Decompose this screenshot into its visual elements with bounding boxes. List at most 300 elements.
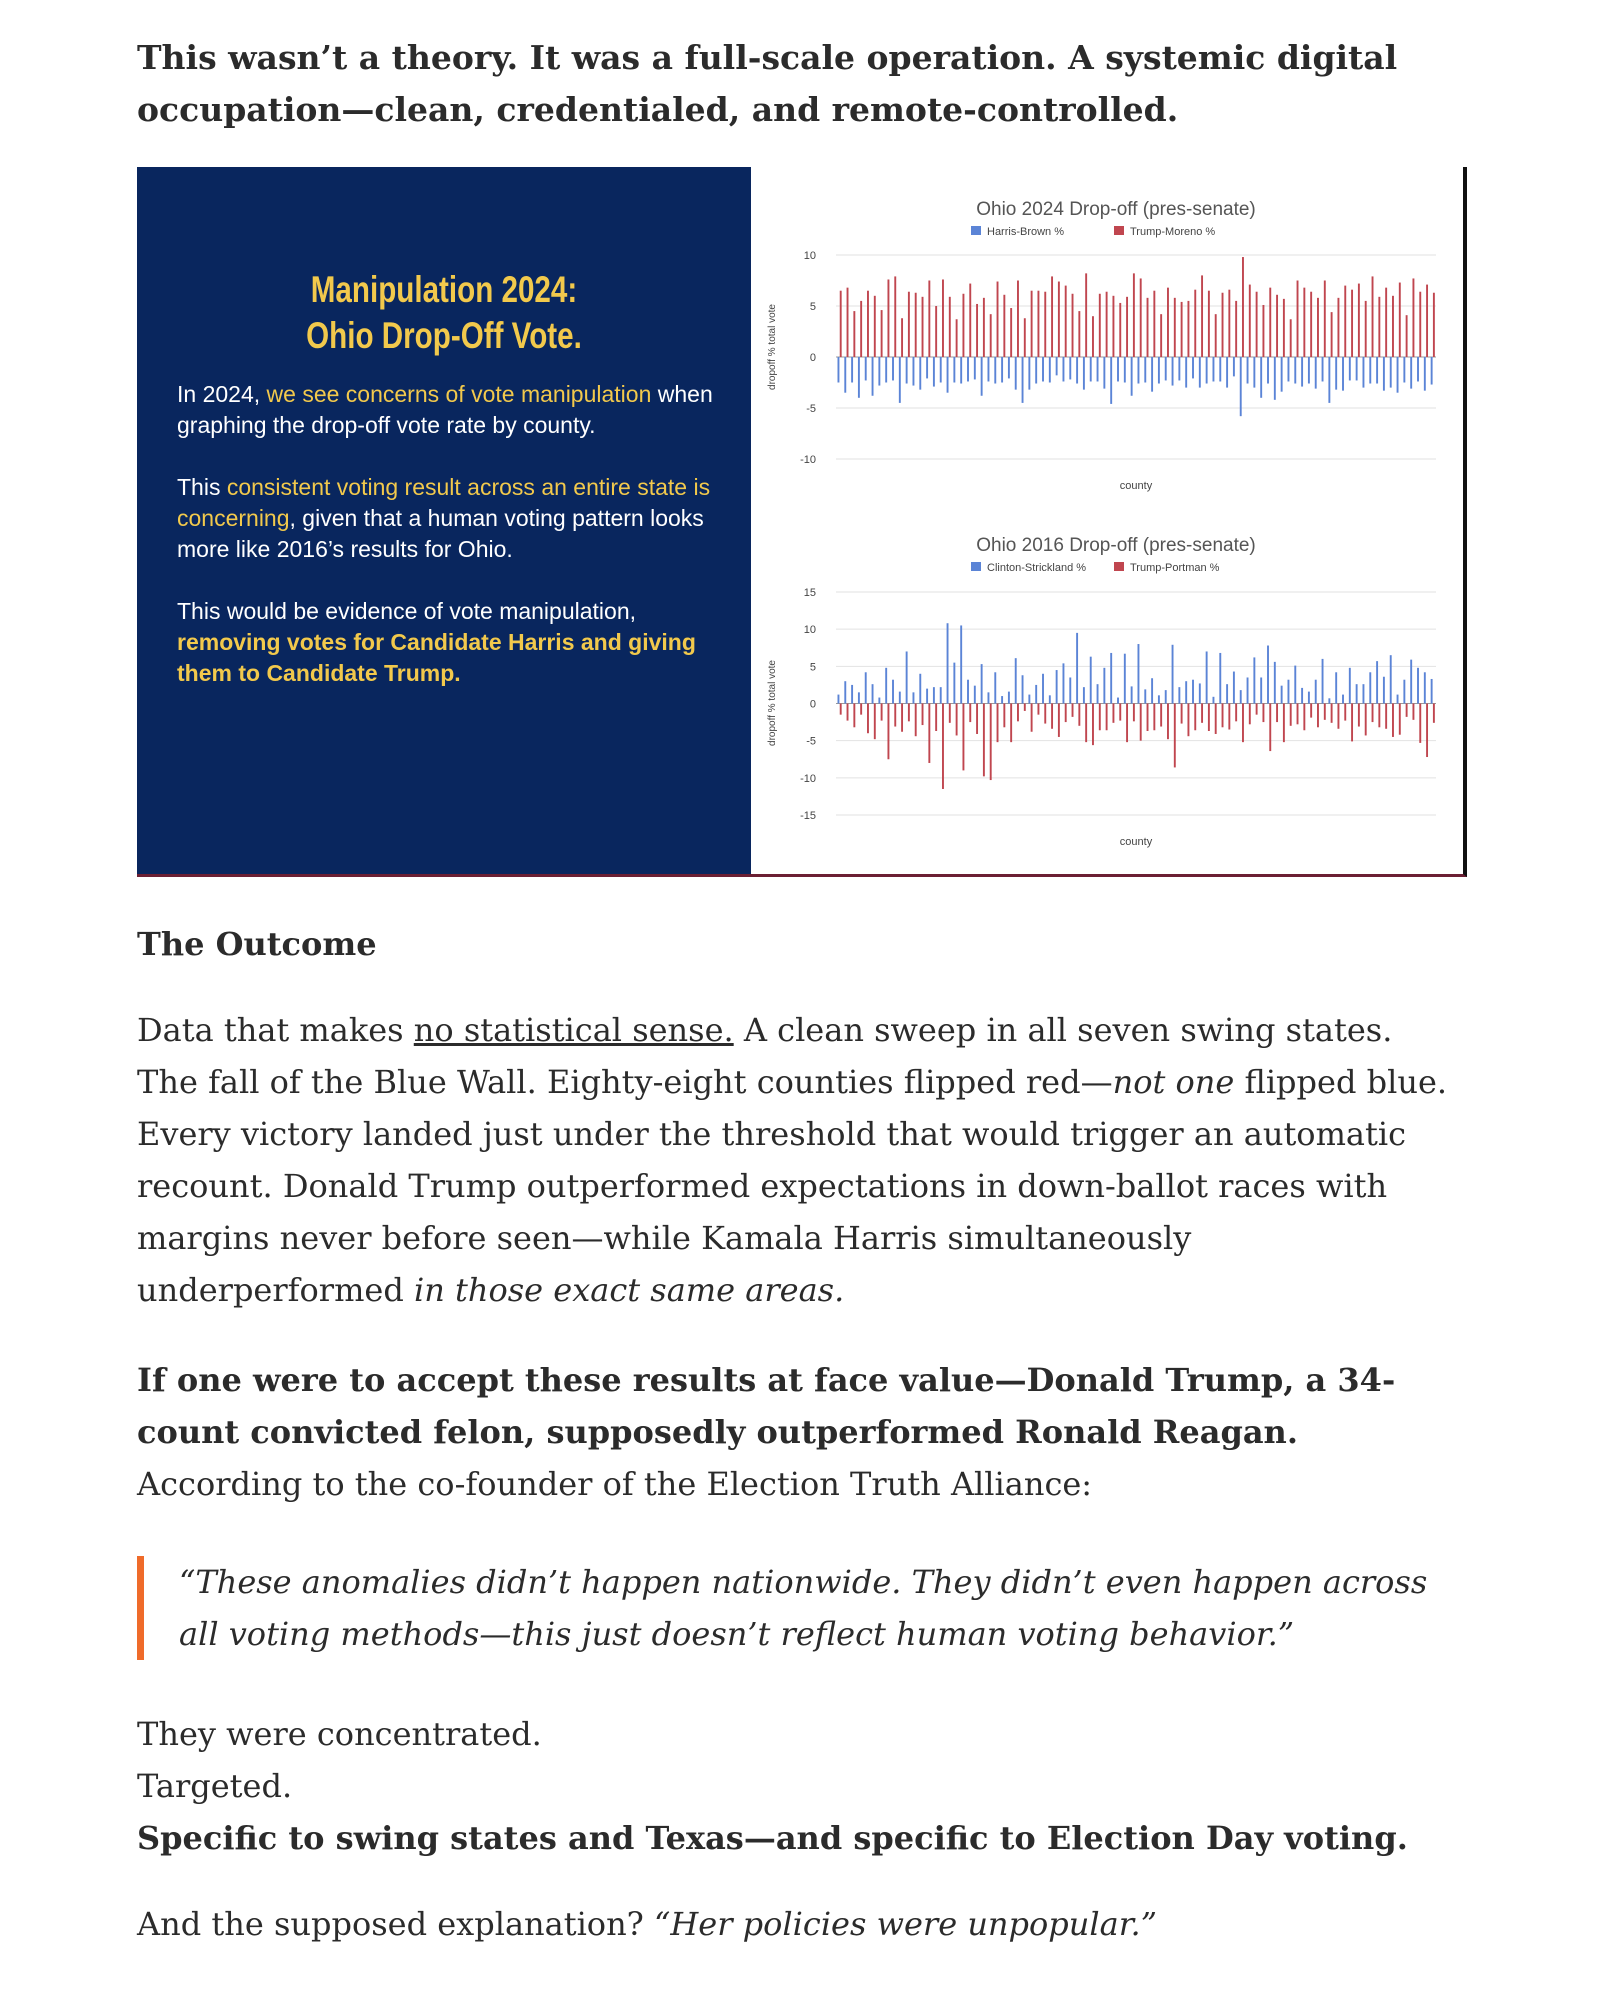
bar: [1385, 704, 1387, 729]
bar: [1042, 357, 1044, 381]
line-targeted: Targeted.: [137, 1767, 293, 1805]
bar: [1233, 357, 1235, 376]
bar: [1201, 704, 1203, 723]
bar: [1317, 298, 1319, 357]
bar: [1160, 314, 1162, 357]
bar: [1269, 704, 1271, 752]
bar: [974, 686, 976, 704]
bar: [1412, 704, 1414, 720]
line-swing-states: Specific to swing states and Texas—and specific to Election Day voting.: [137, 1819, 1408, 1857]
bar: [1281, 357, 1283, 392]
bar: [1103, 357, 1105, 389]
bar: [1024, 318, 1026, 357]
slide-text-panel: [137, 167, 751, 874]
bar: [1390, 357, 1392, 388]
bar: [1035, 685, 1037, 704]
bar: [1119, 303, 1121, 357]
bar: [1385, 288, 1387, 357]
bar: [894, 276, 896, 357]
slide-paragraph-2: [177, 472, 737, 565]
slide-p1-c: when graphing the drop-off vote rate by county.: [177, 381, 713, 438]
bar: [956, 704, 958, 736]
bar: [1344, 286, 1346, 357]
bar: [1322, 357, 1324, 381]
bar: [935, 306, 937, 357]
bar: [847, 704, 849, 721]
bar: [1147, 704, 1149, 732]
bar: [865, 672, 867, 703]
outcome-text-2: A clean sweep in all seven swing states.: [733, 1011, 1393, 1049]
y-tick-label: -15: [800, 810, 816, 822]
bar: [1160, 704, 1162, 727]
final-paragraph: [137, 1898, 1157, 1950]
bar: [1297, 281, 1299, 358]
legend-label: Harris-Brown %: [987, 226, 1065, 238]
bar: [1022, 675, 1024, 703]
bar: [851, 357, 853, 383]
bar: [1294, 666, 1296, 704]
bar: [983, 298, 985, 357]
bar: [1249, 704, 1251, 725]
bar: [994, 357, 996, 384]
bar: [1342, 695, 1344, 704]
slide-p3-highlight: removing votes for Candidate Harris and giving them to Candidate Trump.: [177, 629, 696, 686]
y-tick-label: 5: [809, 301, 816, 313]
bar: [956, 319, 958, 357]
bar: [899, 357, 901, 403]
bar: [1028, 357, 1030, 390]
bar: [1117, 357, 1119, 381]
bar: [1363, 357, 1365, 388]
slide-title-line2: Ohio Drop-Off Vote.: [306, 315, 582, 356]
bar: [1072, 294, 1074, 357]
bar: [1397, 357, 1399, 393]
bar: [1303, 704, 1305, 731]
bar: [1294, 357, 1296, 384]
bar: [1131, 686, 1133, 703]
bar: [1365, 704, 1367, 736]
bar: [1235, 704, 1237, 722]
bar: [1242, 257, 1244, 357]
slide-paragraph-3: [177, 596, 737, 689]
bar: [1335, 672, 1337, 703]
x-axis-label: county: [1119, 836, 1153, 848]
bar: [1124, 357, 1126, 383]
slide-p2-c: , given that a human voting pattern looks more like 2016’s results for Ohio.: [177, 505, 704, 562]
bar: [1097, 684, 1099, 703]
bar: [1303, 288, 1305, 357]
bar: [1063, 357, 1065, 381]
bar: [1126, 704, 1128, 743]
bar: [1276, 704, 1278, 723]
bar: [1315, 357, 1317, 389]
bar: [1378, 704, 1380, 728]
bar: [906, 651, 908, 703]
bar: [1208, 291, 1210, 357]
intro-paragraph: This wasn’t a theory. It was a full-scale operation. A systemic digital occupation—clean, credentialed, and remote-controlled.: [137, 38, 1398, 129]
no-statistical-sense-link[interactable]: no statistical sense.: [413, 1011, 734, 1049]
bar: [1158, 357, 1160, 384]
slide-p3-a: This would be evidence of vote manipulation,: [177, 598, 637, 624]
bar: [922, 704, 924, 726]
bar: [919, 357, 921, 390]
bar: [1365, 301, 1367, 357]
bar: [1138, 357, 1140, 384]
bar: [1276, 295, 1278, 357]
bar: [1065, 704, 1067, 723]
bar: [926, 357, 928, 378]
slide-title: [198, 267, 689, 359]
bar: [1242, 704, 1244, 743]
bar: [1369, 672, 1371, 703]
bar: [1274, 357, 1276, 400]
bar: [1392, 704, 1394, 737]
bar: [1424, 672, 1426, 703]
bar: [1049, 695, 1051, 703]
bar: [1226, 684, 1228, 703]
bar: [1337, 704, 1339, 729]
bar: [1349, 668, 1351, 704]
bar: [1283, 299, 1285, 357]
bar: [942, 279, 944, 357]
bar: [1106, 292, 1108, 357]
bar: [1260, 677, 1262, 703]
bar: [1433, 293, 1435, 357]
bar: [1267, 357, 1269, 384]
y-axis-label: dropoff % total vote: [767, 660, 778, 746]
bar: [1083, 687, 1085, 703]
bar: [1349, 357, 1351, 380]
bar: [1351, 704, 1353, 742]
bar: [1247, 677, 1249, 703]
bar: [1213, 697, 1215, 704]
bar: [1165, 690, 1167, 703]
bar: [974, 357, 976, 379]
bar: [1112, 704, 1114, 723]
bar: [1324, 704, 1326, 720]
bar: [1172, 645, 1174, 704]
bar: [1147, 298, 1149, 357]
bar: [1151, 678, 1153, 703]
bar: [1222, 293, 1224, 357]
bar: [892, 680, 894, 704]
bar: [1344, 704, 1346, 721]
slide-p1-highlight: we see concerns of vote manipulation: [266, 381, 652, 407]
bar: [894, 704, 896, 727]
bar: [853, 704, 855, 728]
chart-title: Ohio 2024 Drop-off (pres-senate): [976, 199, 1256, 220]
bar: [1003, 704, 1005, 728]
bar: [1110, 653, 1112, 704]
bar: [1042, 674, 1044, 704]
bar: [1390, 655, 1392, 703]
bar: [906, 357, 908, 384]
bar: [915, 704, 917, 737]
final-text: And the supposed explanation?: [137, 1905, 654, 1943]
bar: [1069, 357, 1071, 379]
bar: [1090, 657, 1092, 704]
bar: [1426, 285, 1428, 357]
reagan-bold-text: If one were to accept these results at face value—Donald Trump, a 34-count convicted felon, supposedly outperformed Ronald Reagan.: [137, 1361, 1396, 1451]
bar: [1085, 273, 1087, 357]
y-tick-label: 5: [809, 661, 816, 674]
reagan-rest-text: According to the co-founder of the Election Truth Alliance:: [137, 1465, 1093, 1503]
y-tick-label: -10: [800, 772, 816, 785]
bar: [960, 357, 962, 384]
bar: [908, 704, 910, 722]
bar: [1151, 357, 1153, 392]
bar: [1153, 704, 1155, 731]
bar: [1331, 312, 1333, 357]
charts-svg: [751, 167, 1463, 874]
bar: [1158, 695, 1160, 703]
bar: [1126, 297, 1128, 357]
bar: [1174, 704, 1176, 768]
outcome-paragraph: [137, 1004, 1467, 1316]
bar: [1249, 285, 1251, 357]
bar: [988, 357, 990, 381]
bar: [1015, 658, 1017, 703]
bar: [1315, 680, 1317, 704]
bar: [915, 293, 917, 357]
bar: [997, 282, 999, 357]
bar: [1090, 357, 1092, 381]
bar: [990, 704, 992, 781]
bar: [1308, 357, 1310, 384]
bar: [1262, 704, 1264, 723]
bar: [1412, 278, 1414, 357]
y-tick-label: 10: [803, 250, 816, 262]
bar: [1178, 687, 1180, 703]
y-tick-label: 15: [803, 587, 816, 599]
bar: [1085, 704, 1087, 743]
bar: [1056, 357, 1058, 375]
bar: [967, 357, 969, 381]
bar: [885, 357, 887, 383]
y-tick-label: 0: [809, 352, 816, 364]
bar: [1133, 273, 1135, 357]
bar: [881, 310, 883, 357]
bar: [935, 704, 937, 732]
bar: [901, 704, 903, 732]
bar: [1356, 357, 1358, 380]
bar: [1256, 292, 1258, 357]
bar: [1417, 357, 1419, 381]
bar: [1399, 283, 1401, 357]
bar: [1419, 704, 1421, 743]
bar: [1201, 275, 1203, 357]
y-axis-label: dropoff % total vote: [767, 304, 778, 390]
bar: [1017, 704, 1019, 722]
bar: [1185, 681, 1187, 703]
bar: [1281, 686, 1283, 704]
bar: [1324, 281, 1326, 358]
legend-swatch: [971, 226, 981, 235]
bar: [953, 663, 955, 704]
bar: [1372, 276, 1374, 357]
bar: [1358, 284, 1360, 357]
bar: [1297, 704, 1299, 725]
legend-label: Trump-Moreno %: [1130, 226, 1216, 238]
bar: [1058, 282, 1060, 357]
bar: [887, 279, 889, 357]
outcome-emphasis-same-areas: in those exact same areas.: [414, 1271, 845, 1309]
bar: [1144, 357, 1146, 383]
bar: [1431, 679, 1433, 704]
bar: [1433, 704, 1435, 723]
bar: [838, 695, 840, 704]
bar: [1037, 704, 1039, 715]
slide-body: [177, 379, 737, 720]
bar: [1369, 357, 1371, 384]
x-axis-label: county: [1119, 480, 1153, 492]
bar: [1215, 704, 1217, 734]
bar: [1044, 704, 1046, 724]
bar: [1031, 291, 1033, 357]
bar: [1226, 357, 1228, 388]
bar: [1376, 661, 1378, 703]
bar: [1192, 357, 1194, 378]
bar: [1247, 357, 1249, 384]
bar: [858, 357, 860, 398]
bar: [1024, 704, 1026, 711]
bar: [1131, 357, 1133, 396]
bar: [1410, 357, 1412, 389]
bar: [1192, 680, 1194, 704]
bar: [1240, 357, 1242, 416]
bar: [1219, 357, 1221, 381]
bar: [994, 672, 996, 703]
quote-text: “These anomalies didn’t happen nationwide. They didn’t even happen across all voting methods—this just doesn’t reflect human voting behavior.”: [179, 1563, 1428, 1653]
bar: [878, 698, 880, 704]
bar: [1010, 308, 1012, 357]
bar: [1124, 654, 1126, 704]
bar: [1181, 704, 1183, 724]
figure-ohio-dropoff: [137, 167, 1467, 877]
bar: [860, 704, 862, 715]
bar: [1424, 357, 1426, 391]
bar: [940, 687, 942, 703]
line-concentrated: They were concentrated.: [137, 1715, 542, 1753]
bar: [1301, 688, 1303, 704]
slide-paragraph-1: [177, 379, 737, 441]
bar: [960, 625, 962, 703]
bar: [1110, 357, 1112, 404]
bar: [1003, 295, 1005, 357]
bar: [1185, 357, 1187, 388]
bar: [1172, 357, 1174, 386]
bar: [1288, 680, 1290, 704]
bar: [1044, 292, 1046, 357]
bar: [1083, 357, 1085, 390]
bar: [874, 704, 876, 740]
bar: [1376, 357, 1378, 384]
bar: [1267, 646, 1269, 704]
bar: [1219, 653, 1221, 704]
y-tick-label: -10: [800, 454, 816, 466]
chart-title: Ohio 2016 Drop-off (pres-senate): [976, 535, 1256, 556]
section-heading-outcome: The Outcome: [137, 925, 377, 963]
bar: [1342, 357, 1344, 391]
bar: [1181, 302, 1183, 357]
bar: [1092, 316, 1094, 357]
bar: [908, 292, 910, 357]
bar: [969, 704, 971, 723]
bar: [981, 357, 983, 396]
bar: [919, 674, 921, 704]
bar: [949, 297, 951, 357]
bar: [947, 623, 949, 703]
bar: [940, 357, 942, 383]
bar: [913, 357, 915, 386]
bar: [1194, 290, 1196, 357]
bar: [899, 692, 901, 704]
bar: [1117, 698, 1119, 704]
bar: [1035, 357, 1037, 384]
bar: [926, 689, 928, 704]
bar: [881, 704, 883, 721]
bar: [1240, 690, 1242, 703]
bar: [1403, 357, 1405, 383]
bar: [1051, 276, 1053, 357]
bar: [922, 297, 924, 357]
bar: [1065, 286, 1067, 357]
slide-p2-a: This: [177, 474, 227, 500]
bar: [1310, 704, 1312, 718]
bar: [933, 687, 935, 703]
bar: [851, 685, 853, 704]
bar: [1031, 704, 1033, 732]
bar: [1337, 298, 1339, 357]
bar: [1419, 292, 1421, 357]
bar: [1290, 319, 1292, 357]
bar: [840, 704, 842, 715]
bar: [874, 296, 876, 357]
bar: [1290, 704, 1292, 726]
outcome-text-4: flipped blue. Every victory landed just under the threshold that would trigger an automatic recount. Donald Trump outperformed expectations in down-ballot races with margins never before seen—while Kamala Harris simultaneously underperformed: [137, 1063, 1448, 1309]
bar: [1426, 704, 1428, 758]
bar: [1356, 684, 1358, 703]
bar: [976, 304, 978, 357]
bar: [1174, 298, 1176, 357]
bar: [1076, 357, 1078, 384]
y-tick-label: 10: [803, 624, 816, 637]
bar: [901, 318, 903, 357]
bar: [1417, 668, 1419, 704]
outcome-emphasis-not-one: not one: [1112, 1063, 1235, 1101]
bar: [878, 357, 880, 386]
bar: [1431, 357, 1433, 385]
bar: [892, 357, 894, 380]
bar: [1001, 357, 1003, 383]
outcome-text-1: Data that makes: [137, 1011, 414, 1049]
bar: [1358, 704, 1360, 727]
bar: [1206, 651, 1208, 703]
bar: [865, 357, 867, 380]
legend-swatch: [1114, 562, 1124, 571]
bar: [1178, 357, 1180, 380]
bar: [1228, 704, 1230, 730]
bar: [969, 284, 971, 357]
bar: [1076, 633, 1078, 704]
bar: [1106, 704, 1108, 731]
bar: [1028, 695, 1030, 704]
bar: [942, 704, 944, 789]
slide-p2-highlight: consistent voting result across an entire state is concerning: [177, 474, 711, 531]
bar: [1140, 704, 1142, 741]
bar: [1269, 288, 1271, 357]
bar: [1037, 291, 1039, 357]
